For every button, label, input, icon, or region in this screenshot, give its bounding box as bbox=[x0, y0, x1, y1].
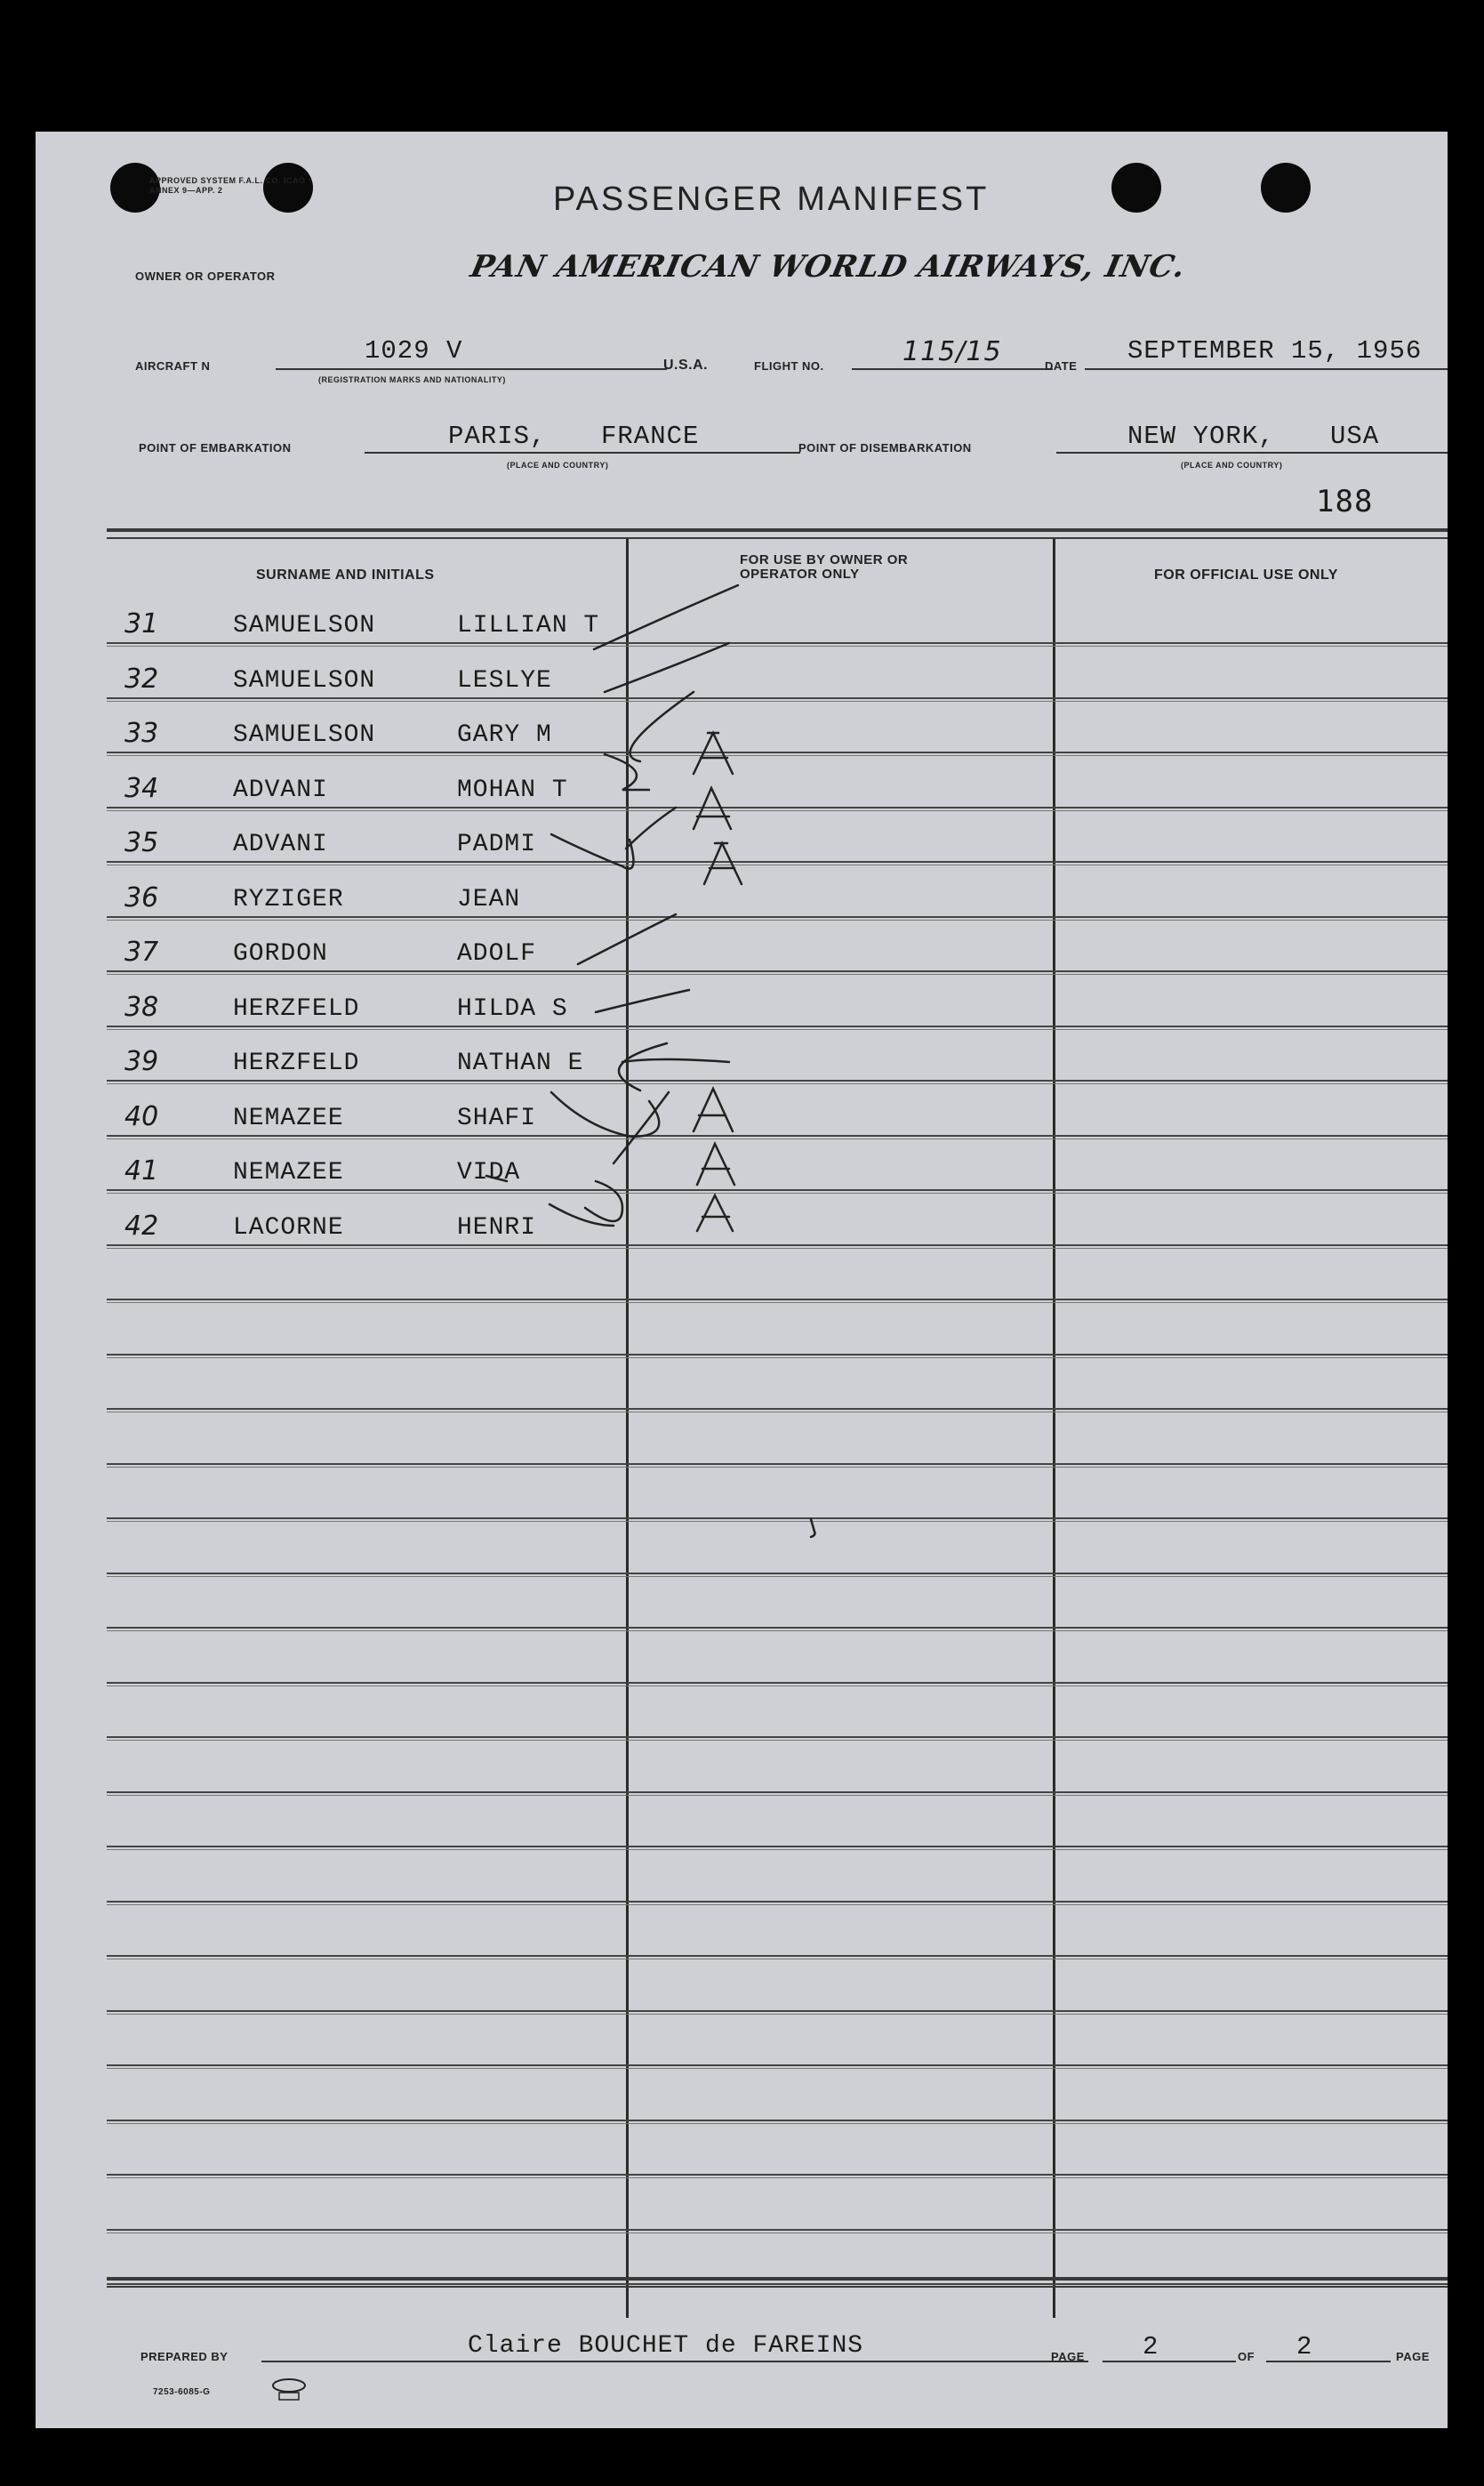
passenger-surname: SAMUELSON bbox=[233, 666, 376, 695]
passenger-number: 39 bbox=[124, 1046, 159, 1077]
passenger-given-name: ADOLF bbox=[457, 940, 537, 968]
official-use-column-header: FOR OFFICIAL USE ONLY bbox=[1154, 567, 1338, 583]
passenger-number: 41 bbox=[124, 1155, 159, 1187]
disembarkation-label: POINT OF DISEMBARKATION bbox=[798, 441, 972, 455]
owner-label: OWNER OR OPERATOR bbox=[135, 270, 276, 283]
passenger-number: 38 bbox=[124, 991, 159, 1023]
passenger-given-name: HILDA S bbox=[457, 994, 568, 1023]
embarkation-label: POINT OF EMBARKATION bbox=[139, 441, 292, 455]
page-number: 188 bbox=[1316, 484, 1374, 519]
flight-value: 115/15 bbox=[902, 336, 1002, 367]
flight-label: FLIGHT NO. bbox=[754, 359, 824, 373]
prepared-label: PREPARED BY bbox=[140, 2350, 229, 2363]
company-name: PAN AMERICAN WORLD AIRWAYS, INC. bbox=[467, 249, 1190, 285]
passenger-number: 40 bbox=[124, 1100, 159, 1132]
passenger-given-name: SHAFI bbox=[457, 1104, 537, 1132]
passenger-given-name: HENRI bbox=[457, 1213, 537, 1242]
passenger-number: 37 bbox=[124, 937, 159, 968]
passenger-given-name: PADMI bbox=[457, 831, 537, 858]
passenger-number: 36 bbox=[124, 881, 159, 913]
passenger-surname: ADVANI bbox=[233, 776, 328, 804]
union-label-icon bbox=[267, 2375, 311, 2405]
passenger-number: 35 bbox=[124, 827, 159, 858]
prepared-value: Claire BOUCHET de FAREINS bbox=[468, 2332, 864, 2360]
form-code: 7253-6085-G bbox=[153, 2387, 211, 2397]
passenger-surname: SAMUELSON bbox=[233, 612, 376, 640]
page-end-label: PAGE bbox=[1396, 2350, 1430, 2363]
passenger-given-name: MOHAN T bbox=[457, 776, 568, 804]
passenger-surname: HERZFELD bbox=[233, 994, 360, 1023]
passenger-surname: SAMUELSON bbox=[233, 721, 376, 749]
embarkation-city: PARIS, bbox=[448, 422, 547, 451]
aircraft-label: AIRCRAFT N bbox=[135, 359, 211, 373]
embarkation-sublabel: (PLACE AND COUNTRY) bbox=[507, 461, 609, 470]
page-label: PAGE bbox=[1051, 2350, 1085, 2363]
passenger-number: 32 bbox=[124, 663, 159, 695]
page-value: 2 bbox=[1143, 2332, 1159, 2361]
passenger-surname: NEMAZEE bbox=[233, 1104, 344, 1132]
passenger-given-name: GARY M bbox=[457, 721, 552, 749]
disembarkation-country: USA bbox=[1330, 422, 1380, 451]
passenger-given-name: NATHAN E bbox=[457, 1050, 584, 1077]
aircraft-value: 1029 V bbox=[365, 336, 463, 366]
handwritten-checkmarks bbox=[36, 132, 1448, 2428]
of-label: OF bbox=[1238, 2350, 1255, 2363]
disembarkation-city: NEW YORK, bbox=[1127, 422, 1275, 451]
passenger-surname: NEMAZEE bbox=[233, 1159, 344, 1187]
passenger-given-name: LESLYE bbox=[457, 666, 552, 695]
page-title: PASSENGER MANIFEST bbox=[553, 181, 990, 218]
passenger-number: 34 bbox=[124, 772, 159, 804]
passenger-number: 33 bbox=[124, 718, 159, 749]
disembarkation-sublabel: (PLACE AND COUNTRY) bbox=[1181, 461, 1283, 470]
passenger-given-name: LILLIAN T bbox=[457, 612, 600, 640]
passenger-surname: GORDON bbox=[233, 940, 328, 968]
of-value: 2 bbox=[1296, 2332, 1313, 2361]
passenger-given-name: VIDA bbox=[457, 1159, 521, 1187]
passenger-number: 31 bbox=[124, 608, 159, 640]
passenger-surname: ADVANI bbox=[233, 831, 328, 858]
surname-column-header: SURNAME AND INITIALS bbox=[256, 567, 435, 583]
passenger-surname: LACORNE bbox=[233, 1213, 344, 1242]
passenger-surname: RYZIGER bbox=[233, 885, 344, 913]
approval-stamp: APPROVED SYSTEM F.A.L. CO. ICAO ANNEX 9—APP. 2 bbox=[149, 176, 306, 195]
passenger-surname: HERZFELD bbox=[233, 1050, 360, 1077]
date-value: SEPTEMBER 15, 1956 bbox=[1127, 336, 1423, 366]
manifest-sheet bbox=[36, 132, 1448, 2428]
registration-sublabel: (REGISTRATION MARKS AND NATIONALITY) bbox=[318, 375, 506, 384]
owner-use-column-header: FOR USE BY OWNER OR OPERATOR ONLY bbox=[740, 552, 909, 582]
embarkation-country: FRANCE bbox=[601, 422, 700, 451]
usa-label: U.S.A. bbox=[663, 358, 709, 373]
passenger-given-name: JEAN bbox=[457, 885, 521, 913]
date-label: DATE bbox=[1045, 359, 1078, 373]
passenger-number: 42 bbox=[124, 1210, 159, 1242]
